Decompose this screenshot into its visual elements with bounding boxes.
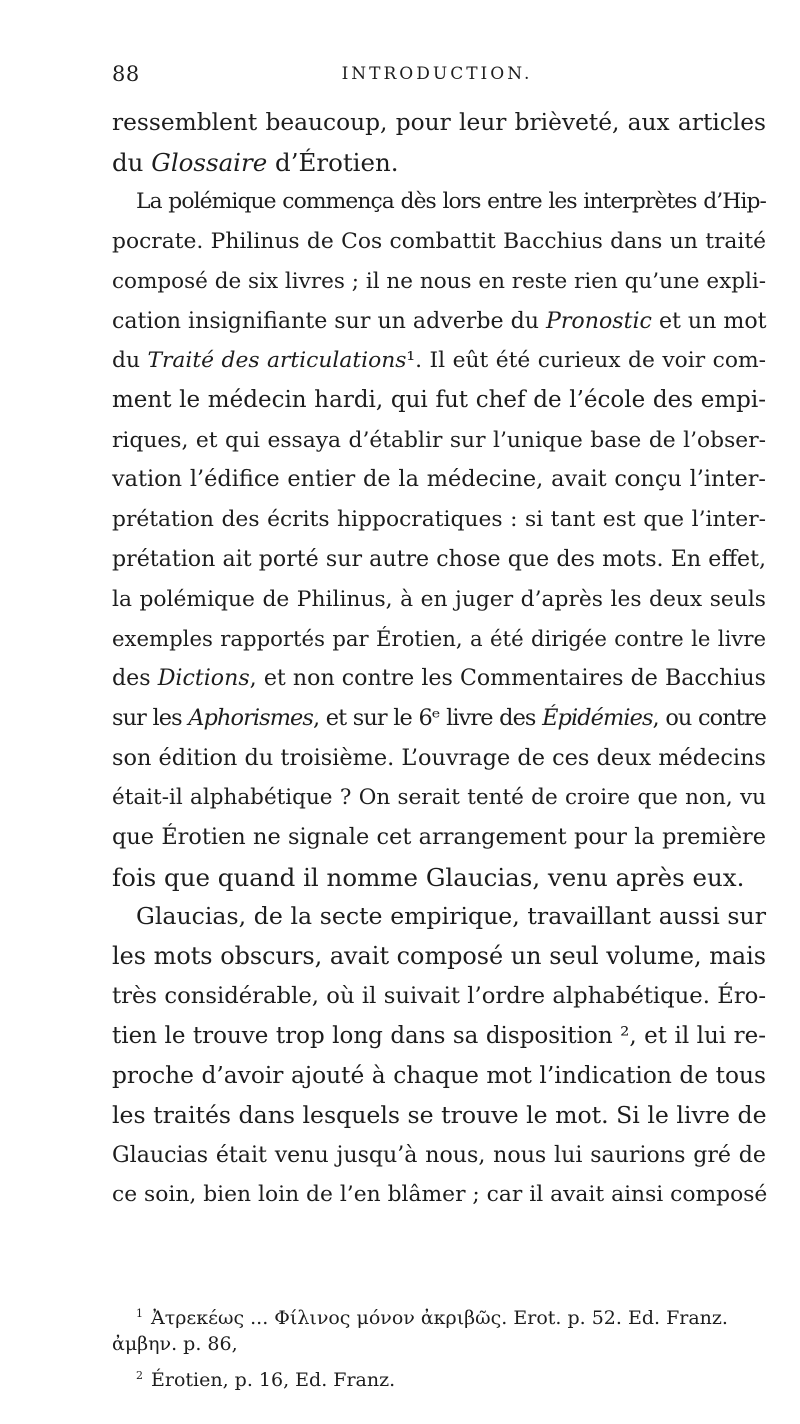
text-line: les traités dans lesquels se trouve le mot. Si le livre de bbox=[112, 1100, 767, 1129]
text-line: ce soin, bien loin de l’en blâmer ; car il avait ainsi composé bbox=[112, 1182, 768, 1208]
footnote-text: Ἀτρεκέως ... Φίλινος μόνον ἀκριβῶς. Erot. p. 52. Ed. Franz. bbox=[151, 1307, 728, 1329]
footnote-text: Érotien, p. 16, Ed. Franz. bbox=[151, 1369, 396, 1391]
text-line: prétation ait porté sur autre chose que des mots. En effet, bbox=[112, 545, 766, 572]
text-line: vation l’édifice entier de la médecine, avait conçu l’inter- bbox=[112, 466, 766, 493]
text-line: que Érotien ne signale cet arrangement pour la première bbox=[112, 823, 766, 850]
text-line: sur les Aphorismes, et sur le 6ᵉ livre des Épidémies, ou contre bbox=[112, 704, 766, 731]
running-header bbox=[112, 62, 762, 92]
text-line: très considérable, où il suivait l’ordre alphabétique. Éro- bbox=[112, 982, 766, 1009]
text-line: prétation des écrits hippocratiques : si tant est que l’inter- bbox=[112, 507, 766, 533]
text-line: ment le médecin hardi, qui fut chef de l’école des empi- bbox=[112, 387, 766, 414]
text-line: des Dictions, et non contre les Commentaires de Bacchius bbox=[112, 665, 766, 692]
text-line: Glaucias, de la secte empirique, travaillant aussi sur bbox=[136, 902, 766, 931]
text-line: les mots obscurs, avait composé un seul volume, mais bbox=[112, 942, 766, 971]
footnotes bbox=[112, 1298, 766, 1391]
text-line: la polémique de Philinus, à en juger d’après les deux seuls bbox=[112, 586, 766, 612]
text-line: composé de six livres ; il ne nous en reste rien qu’une expli- bbox=[112, 268, 766, 294]
text-line: Glaucias était venu jusqu’à nous, nous lui saurions gré de bbox=[112, 1141, 766, 1168]
text-line: cation insignifiante sur un adverbe du Pronostic et un mot bbox=[112, 307, 767, 334]
running-title: INTRODUCTION. bbox=[341, 64, 533, 84]
footnote-1-continued: ἀμβην. p. 86, bbox=[112, 1333, 238, 1355]
text-line: La polémique commença dès lors entre les interprètes d’Hip- bbox=[136, 189, 766, 215]
text-line: fois que quand il nomme Glaucias, venu après eux. bbox=[112, 862, 745, 892]
text-line: exemples rapportés par Érotien, a été dirigée contre le livre bbox=[112, 626, 766, 652]
footnote-2 bbox=[112, 1360, 766, 1391]
text-line: du Glossaire d’Érotien. bbox=[112, 147, 399, 177]
body-text bbox=[112, 103, 766, 1215]
footnote-marker: 2 bbox=[136, 1369, 143, 1382]
footnote-1 bbox=[112, 1298, 766, 1329]
page-number: 88 bbox=[112, 62, 140, 86]
text-line: riques, et qui essaya d’établir sur l’unique base de l’obser- bbox=[112, 427, 766, 453]
text-line: tien le trouve trop long dans sa disposition ², et il lui re- bbox=[112, 1022, 766, 1049]
text-line: proche d’avoir ajouté à chaque mot l’indication de tous bbox=[112, 1062, 766, 1090]
text-line: du Traité des articulations¹. Il eût été curieux de voir com- bbox=[112, 348, 766, 374]
text-line: était-il alphabétique ? On serait tenté de croire que non, vu bbox=[112, 785, 766, 811]
text-line: son édition du troisième. L’ouvrage de ces deux médecins bbox=[112, 744, 766, 771]
footnote-marker: 1 bbox=[136, 1307, 143, 1320]
text-line: ressemblent beaucoup, pour leur brièveté, aux articles bbox=[112, 109, 766, 136]
text-line: pocrate. Philinus de Cos combattit Bacchius dans un traité bbox=[112, 229, 766, 255]
